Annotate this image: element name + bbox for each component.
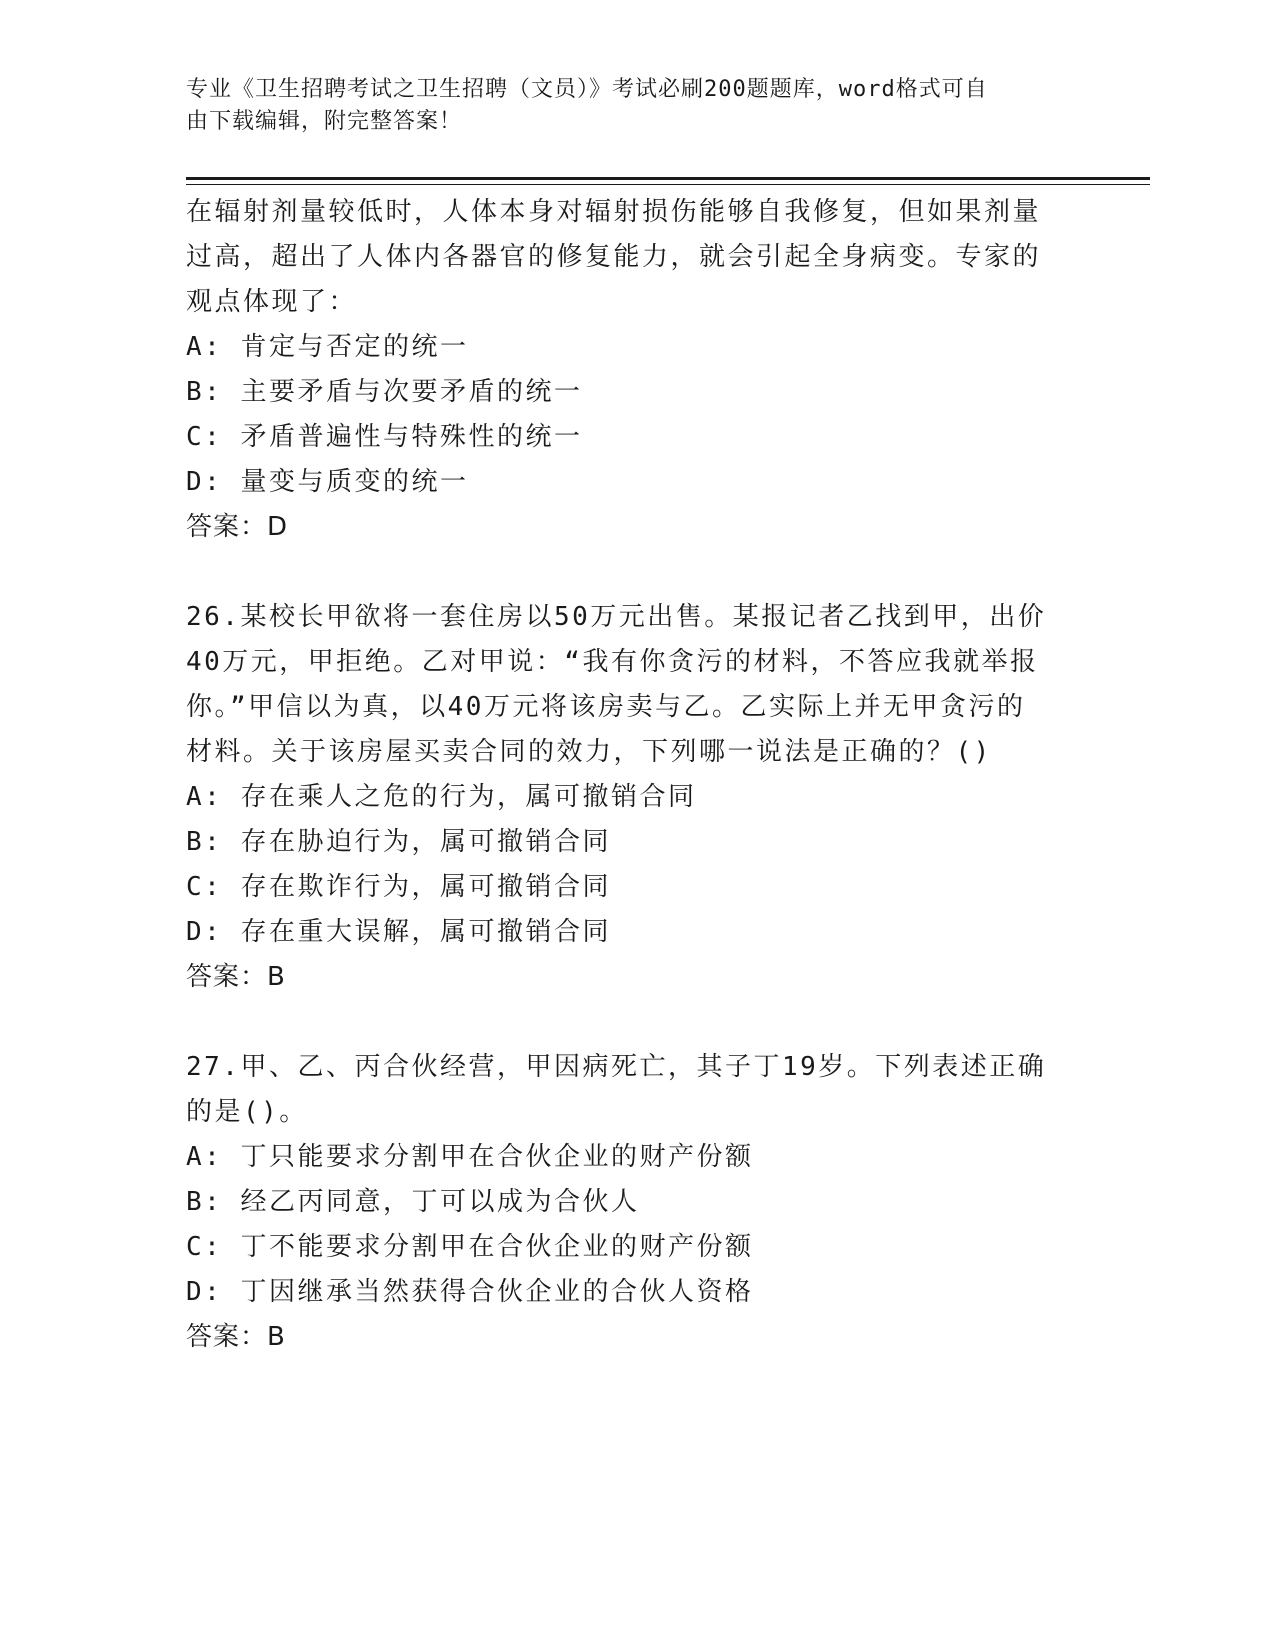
question-stem-line: 27.甲、乙、丙合伙经营，甲因病死亡，其子丁19岁。下列表述正确: [186, 1052, 1047, 1082]
question-stem-line: 26.某校长甲欲将一套住房以50万元出售。某报记者乙找到甲，出价: [186, 602, 1047, 632]
question-stem-line: 的是()。: [186, 1097, 308, 1127]
question-stem-line: 在辐射剂量较低时，人体本身对辐射损伤能够自我修复，但如果剂量: [186, 197, 1042, 227]
header-line-1: 专业《卫生招聘考试之卫生招聘（文员）》考试必刷200题题库，word格式可自: [186, 77, 988, 102]
option-a: A: 肯定与否定的统一: [186, 332, 469, 362]
option-d: D: 丁因继承当然获得合伙企业的合伙人资格: [186, 1277, 754, 1307]
option-c: C: 存在欺诈行为，属可撤销合同: [186, 872, 611, 902]
question-stem-line: 观点体现了：: [186, 287, 358, 317]
option-c: C: 矛盾普遍性与特殊性的统一: [186, 422, 583, 452]
option-c: C: 丁不能要求分割甲在合伙企业的财产份额: [186, 1232, 754, 1262]
question-block: [186, 190, 1086, 550]
header-divider-thin: [186, 184, 1150, 185]
header-line-2: 由下载编辑，附完整答案！: [186, 109, 463, 134]
option-a: A: 丁只能要求分割甲在合伙企业的财产份额: [186, 1142, 754, 1172]
question-block: [186, 595, 1086, 1000]
question-stem-line: 40万元，甲拒绝。乙对甲说：“我有你贪污的材料，不答应我就举报: [186, 647, 1039, 677]
option-d: D: 量变与质变的统一: [186, 467, 469, 497]
question-block: [186, 1045, 1086, 1360]
option-d: D: 存在重大误解，属可撤销合同: [186, 917, 611, 947]
option-b: B: 经乙丙同意，丁可以成为合伙人: [186, 1187, 640, 1217]
answer-line: 答案：D: [186, 512, 289, 542]
answer-line: 答案：B: [186, 962, 286, 992]
question-stem-line: 材料。关于该房屋买卖合同的效力，下列哪一说法是正确的？(): [186, 737, 992, 767]
question-list: [186, 190, 1086, 1360]
question-stem-line: 你。”甲信以为真，以40万元将该房卖与乙。乙实际上并无甲贪污的: [186, 692, 1026, 722]
option-b: B: 主要矛盾与次要矛盾的统一: [186, 377, 583, 407]
option-a: A: 存在乘人之危的行为，属可撤销合同: [186, 782, 697, 812]
question-spacer: [186, 550, 1086, 595]
answer-line: 答案：B: [186, 1322, 286, 1352]
option-b: B: 存在胁迫行为，属可撤销合同: [186, 827, 611, 857]
document-header: [186, 74, 1086, 138]
header-divider-thick: [186, 177, 1150, 180]
question-spacer: [186, 1000, 1086, 1045]
question-stem-line: 过高，超出了人体内各器官的修复能力，就会引起全身病变。专家的: [186, 242, 1042, 272]
